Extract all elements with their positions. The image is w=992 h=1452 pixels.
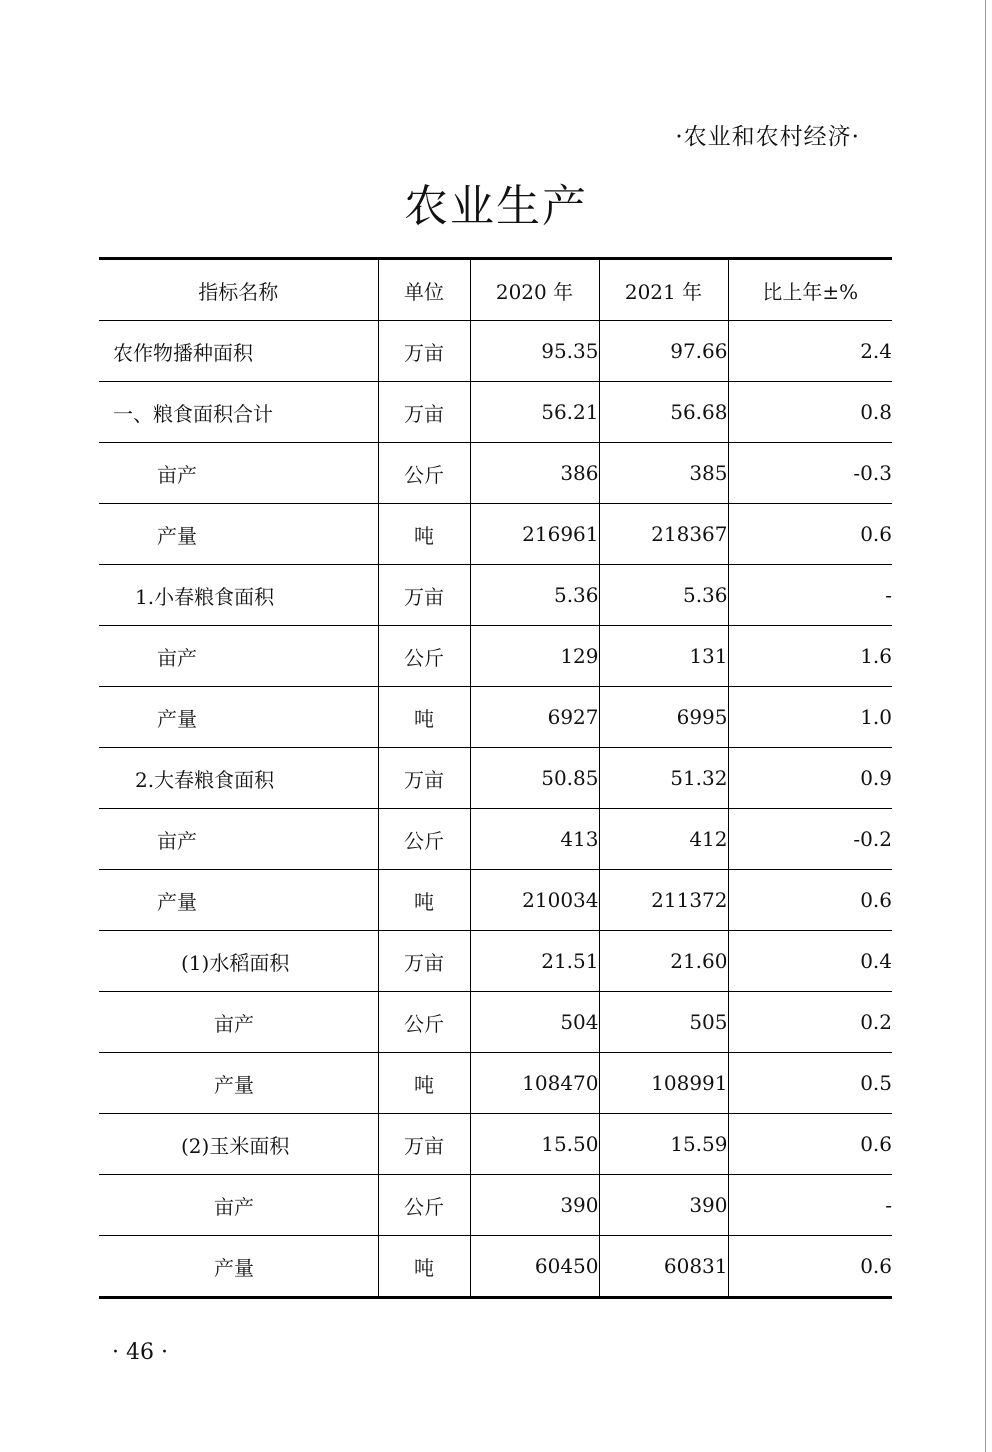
row-value-2020: 6927 [470, 687, 599, 748]
column-header-unit: 单位 [378, 259, 470, 321]
row-value-2020: 15.50 [470, 1114, 599, 1175]
row-value-2021: 218367 [599, 504, 728, 565]
row-unit: 公斤 [378, 1175, 470, 1236]
row-unit: 吨 [378, 687, 470, 748]
row-change: 0.6 [728, 504, 892, 565]
row-value-2021: 6995 [599, 687, 728, 748]
row-unit: 万亩 [378, 382, 470, 443]
row-value-2021: 97.66 [599, 321, 728, 382]
row-name: 产量 [99, 1053, 378, 1114]
row-change: 0.8 [728, 382, 892, 443]
table-row [99, 321, 892, 382]
row-value-2021: 412 [599, 809, 728, 870]
row-value-2020: 386 [470, 443, 599, 504]
row-name: 产量 [99, 870, 378, 931]
row-unit: 万亩 [378, 1114, 470, 1175]
row-change: 0.5 [728, 1053, 892, 1114]
page-number: · 46 · [112, 1340, 168, 1365]
row-value-2020: 216961 [470, 504, 599, 565]
column-header-2021: 2021 年 [599, 259, 728, 321]
row-value-2021: 385 [599, 443, 728, 504]
row-name: 亩产 [99, 443, 378, 504]
row-unit: 吨 [378, 1053, 470, 1114]
row-unit: 公斤 [378, 626, 470, 687]
table-header-row [99, 259, 892, 321]
row-name: 2.大春粮食面积 [99, 748, 378, 809]
row-value-2020: 210034 [470, 870, 599, 931]
row-unit: 公斤 [378, 809, 470, 870]
row-change: -0.2 [728, 809, 892, 870]
column-header-indicator: 指标名称 [99, 259, 378, 321]
row-unit: 公斤 [378, 443, 470, 504]
row-name: 亩产 [99, 992, 378, 1053]
row-value-2021: 211372 [599, 870, 728, 931]
row-name: 农作物播种面积 [99, 321, 378, 382]
row-change: 0.6 [728, 1236, 892, 1298]
section-header: ·农业和农村经济· [675, 124, 860, 150]
table-row [99, 748, 892, 809]
row-value-2020: 108470 [470, 1053, 599, 1114]
row-value-2021: 131 [599, 626, 728, 687]
table-row [99, 1236, 892, 1298]
page-title: 农业生产 [404, 181, 588, 232]
row-unit: 吨 [378, 504, 470, 565]
agriculture-production-table [99, 257, 892, 1299]
table-row [99, 565, 892, 626]
row-name: 产量 [99, 1236, 378, 1298]
row-name: (1)水稻面积 [99, 931, 378, 992]
row-value-2020: 413 [470, 809, 599, 870]
column-header-2020: 2020 年 [470, 259, 599, 321]
row-unit: 万亩 [378, 931, 470, 992]
table-row [99, 687, 892, 748]
row-value-2021: 56.68 [599, 382, 728, 443]
row-change: 2.4 [728, 321, 892, 382]
table-row [99, 1175, 892, 1236]
table-row [99, 809, 892, 870]
row-name: 亩产 [99, 626, 378, 687]
row-value-2021: 21.60 [599, 931, 728, 992]
table-row [99, 382, 892, 443]
row-change: - [728, 565, 892, 626]
row-value-2021: 15.59 [599, 1114, 728, 1175]
row-value-2021: 60831 [599, 1236, 728, 1298]
row-value-2020: 5.36 [470, 565, 599, 626]
table-row [99, 504, 892, 565]
row-value-2020: 390 [470, 1175, 599, 1236]
row-name: (2)玉米面积 [99, 1114, 378, 1175]
row-name: 亩产 [99, 1175, 378, 1236]
row-value-2020: 60450 [470, 1236, 599, 1298]
row-name: 亩产 [99, 809, 378, 870]
row-value-2021: 390 [599, 1175, 728, 1236]
row-unit: 吨 [378, 870, 470, 931]
row-unit: 万亩 [378, 565, 470, 626]
row-name: 产量 [99, 504, 378, 565]
row-value-2021: 5.36 [599, 565, 728, 626]
row-value-2020: 21.51 [470, 931, 599, 992]
row-value-2020: 56.21 [470, 382, 599, 443]
row-change: 0.6 [728, 1114, 892, 1175]
row-name: 1.小春粮食面积 [99, 565, 378, 626]
row-value-2020: 95.35 [470, 321, 599, 382]
row-unit: 万亩 [378, 321, 470, 382]
row-value-2021: 505 [599, 992, 728, 1053]
table-row [99, 1053, 892, 1114]
row-change: 0.9 [728, 748, 892, 809]
row-change: - [728, 1175, 892, 1236]
row-name: 一、粮食面积合计 [99, 382, 378, 443]
row-value-2021: 108991 [599, 1053, 728, 1114]
row-change: -0.3 [728, 443, 892, 504]
row-change: 0.4 [728, 931, 892, 992]
column-header-change: 比上年±% [728, 259, 892, 321]
row-unit: 公斤 [378, 992, 470, 1053]
table-row [99, 1114, 892, 1175]
table-row [99, 931, 892, 992]
table-row [99, 870, 892, 931]
row-value-2021: 51.32 [599, 748, 728, 809]
row-change: 0.2 [728, 992, 892, 1053]
row-value-2020: 504 [470, 992, 599, 1053]
row-change: 1.0 [728, 687, 892, 748]
row-unit: 吨 [378, 1236, 470, 1298]
row-name: 产量 [99, 687, 378, 748]
table-row [99, 626, 892, 687]
row-change: 0.6 [728, 870, 892, 931]
row-unit: 万亩 [378, 748, 470, 809]
table-row [99, 992, 892, 1053]
row-value-2020: 129 [470, 626, 599, 687]
row-change: 1.6 [728, 626, 892, 687]
table-row [99, 443, 892, 504]
row-value-2020: 50.85 [470, 748, 599, 809]
